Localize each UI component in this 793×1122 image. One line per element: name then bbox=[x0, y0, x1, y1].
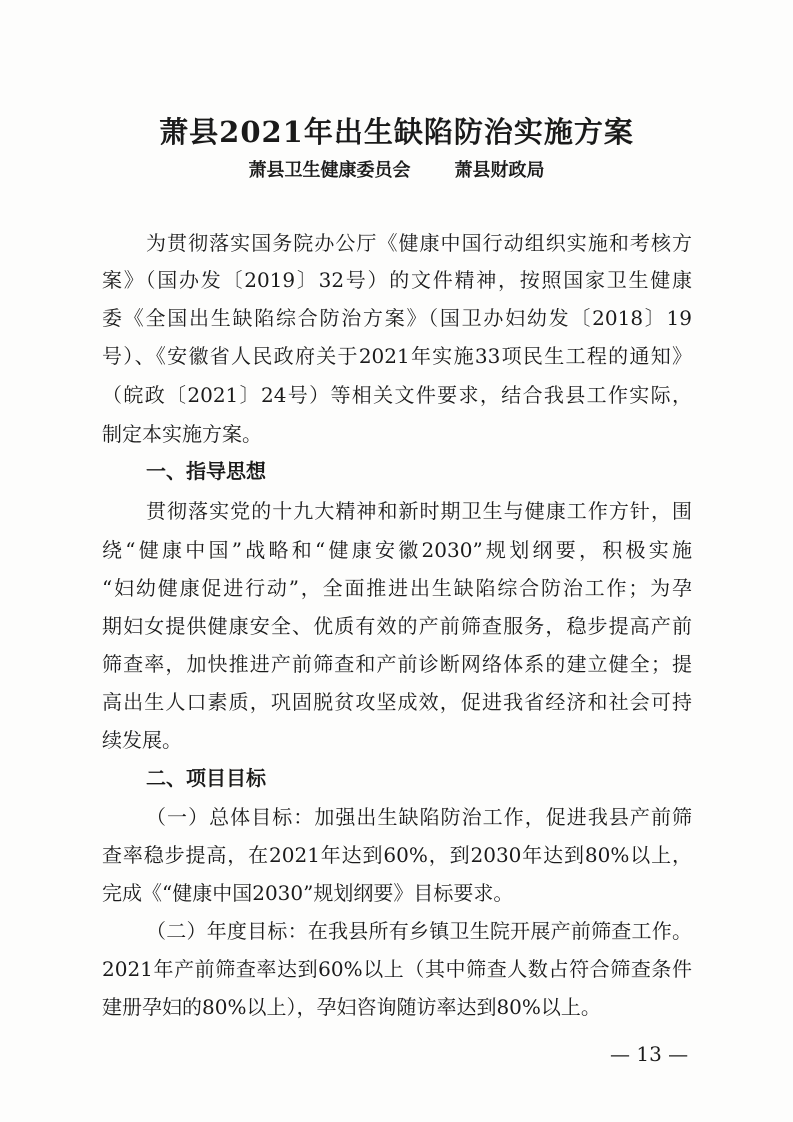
section-1-line: 高出生人口素质，巩固脱贫攻坚成效，促进我省经济和社会可持 bbox=[102, 690, 692, 714]
intro-line: 委《全国出生缺陷综合防治方案》（国卫办妇幼发〔2018〕19 bbox=[102, 306, 692, 330]
page-number: — 13 — bbox=[610, 1042, 689, 1066]
section-2-overall-line: 完成《“健康中国2030”规划纲要》目标要求。 bbox=[102, 881, 514, 905]
section-1-line: 贯彻落实党的十九大精神和新时期卫生与健康工作方针，围 bbox=[146, 499, 692, 523]
section-2-annual-line: 2021年产前筛查率达到60%以上（其中筛查人数占符合筛查条件 bbox=[102, 957, 692, 981]
section-2-annual-line: 建册孕妇的80%以上），孕妇咨询随访率达到80%以上。 bbox=[102, 995, 601, 1019]
section-2-overall-line: 查率稳步提高，在2021年达到60%，到2030年达到80%以上， bbox=[102, 843, 692, 867]
intro-line: 制定本实施方案。 bbox=[102, 422, 262, 446]
intro-line: 号）、《安徽省人民政府关于2021年实施33项民生工程的通知》 bbox=[102, 344, 692, 368]
section-1-line: 期妇女提供健康安全、优质有效的产前筛查服务，稳步提高产前 bbox=[102, 614, 692, 638]
section-1-line: 筛查率，加快推进产前筛查和产前诊断网络体系的建立健全；提 bbox=[102, 652, 692, 676]
section-2-overall-line: （一）总体目标：加强出生缺陷防治工作，促进我县产前筛 bbox=[146, 805, 692, 829]
section-1-line: 绕“健康中国”战略和“健康安徽2030”规划纲要，积极实施 bbox=[102, 538, 692, 562]
issuer-health-commission: 萧县卫生健康委员会 bbox=[248, 160, 411, 181]
document-issuers bbox=[0, 156, 793, 182]
intro-line: 为贯彻落实国务院办公厅《健康中国行动组织实施和考核方 bbox=[146, 231, 692, 255]
section-1-line: 续发展。 bbox=[102, 728, 182, 752]
issuer-finance-bureau: 萧县财政局 bbox=[454, 160, 545, 181]
intro-line: 案》（国办发〔2019〕32号）的文件精神，按照国家卫生健康 bbox=[102, 268, 692, 292]
section-1-line: “妇幼健康促进行动”，全面推进出生缺陷综合防治工作；为孕 bbox=[102, 576, 692, 600]
document-title: 萧县2021年出生缺陷防治实施方案 bbox=[159, 115, 634, 149]
intro-line: （皖政〔2021〕24号）等相关文件要求，结合我县工作实际， bbox=[102, 383, 692, 407]
section-heading-project-goals: 二、项目目标 bbox=[146, 766, 266, 790]
section-heading-guiding-ideology: 一、指导思想 bbox=[146, 459, 266, 483]
section-2-annual-line: （二）年度目标：在我县所有乡镇卫生院开展产前筛查工作。 bbox=[146, 919, 692, 943]
